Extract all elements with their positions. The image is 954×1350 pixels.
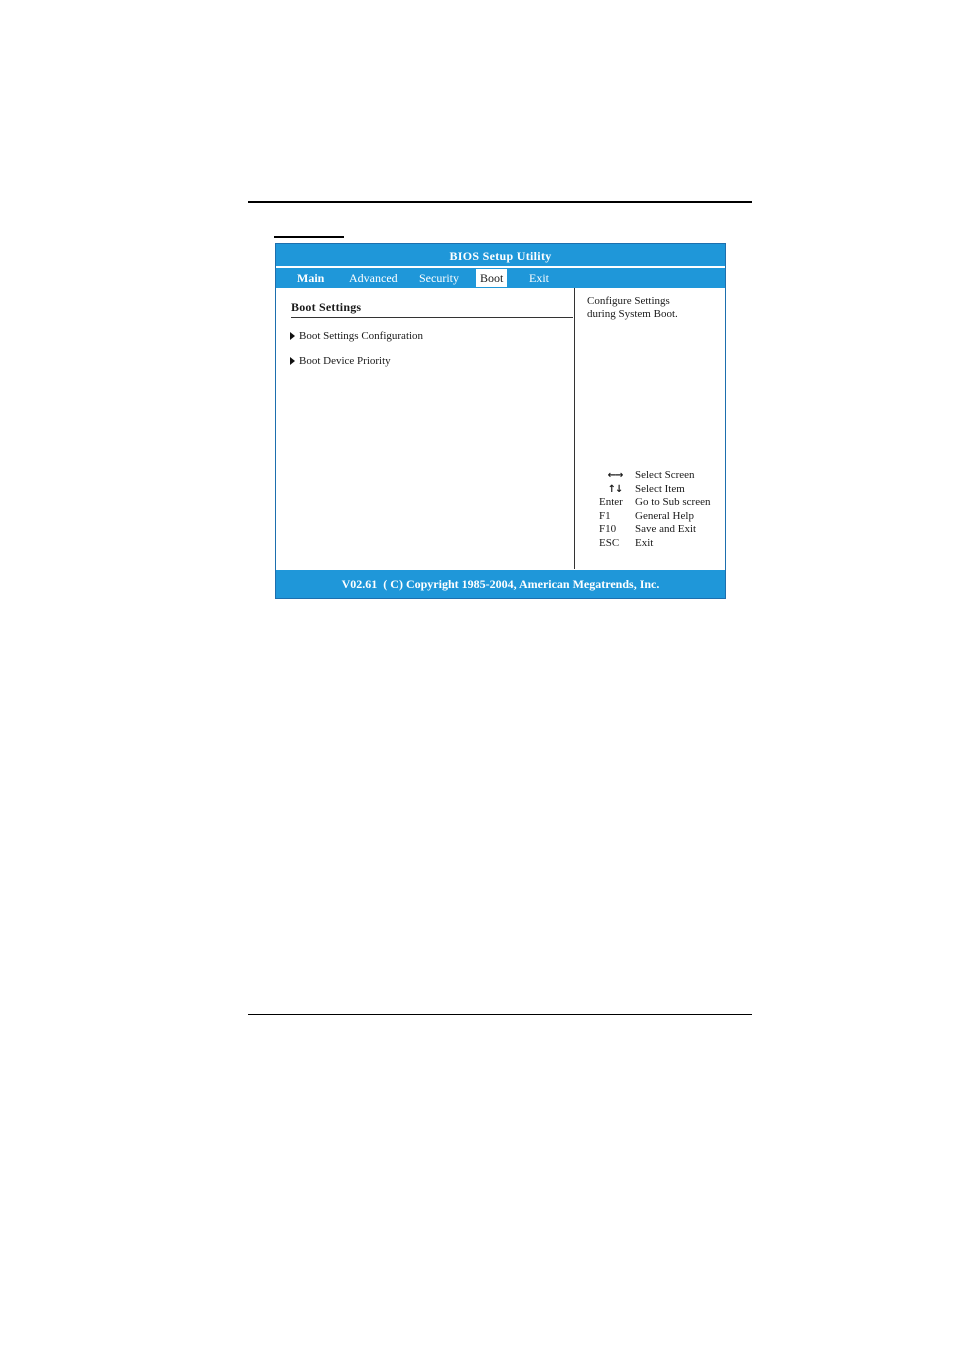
caption-underline — [274, 236, 344, 238]
tab-exit[interactable]: Exit — [529, 271, 549, 285]
item-label: Boot Device Priority — [299, 355, 391, 367]
key-label: ESC — [599, 536, 620, 549]
key-label: F10 — [599, 523, 617, 536]
help-text: Configure Settings during System Boot. — [587, 295, 678, 320]
submenu-triangle-icon — [290, 332, 295, 340]
page-bottom-rule — [248, 1014, 752, 1015]
key-desc: General Help — [635, 509, 694, 522]
section-title: Boot Settings — [291, 300, 362, 314]
submenu-triangle-icon — [290, 357, 295, 365]
section-divider — [291, 317, 573, 318]
tab-advanced[interactable]: Advanced — [349, 271, 398, 285]
page-top-rule — [248, 201, 752, 203]
menu-bar — [276, 267, 725, 288]
tab-main[interactable]: Main — [297, 271, 325, 285]
up-down-arrows-icon: ↑↓ — [607, 483, 623, 495]
left-right-arrows-icon: ←→ — [607, 470, 623, 481]
copyright-footer: V02.61 ( C) Copyright 1985-2004, American Megatrends, Inc. — [276, 570, 725, 598]
key-desc: Select Screen — [635, 469, 695, 481]
key-desc: Exit — [635, 536, 654, 549]
key-desc: Go to Sub screen — [635, 496, 711, 509]
key-label: F1 — [599, 509, 611, 522]
tab-boot[interactable]: Boot — [476, 269, 507, 287]
help-pane — [575, 288, 725, 569]
boot-settings-configuration-item[interactable] — [290, 330, 423, 342]
tab-security[interactable]: Security — [419, 271, 459, 285]
key-label: Enter — [599, 496, 623, 509]
bios-window — [275, 243, 726, 599]
bios-title: BIOS Setup Utility — [276, 244, 725, 266]
key-desc: Select Item — [635, 482, 685, 495]
key-desc: Save and Exit — [635, 523, 697, 536]
settings-pane — [276, 288, 575, 569]
boot-device-priority-item[interactable] — [290, 355, 391, 367]
item-label: Boot Settings Configuration — [299, 330, 424, 342]
